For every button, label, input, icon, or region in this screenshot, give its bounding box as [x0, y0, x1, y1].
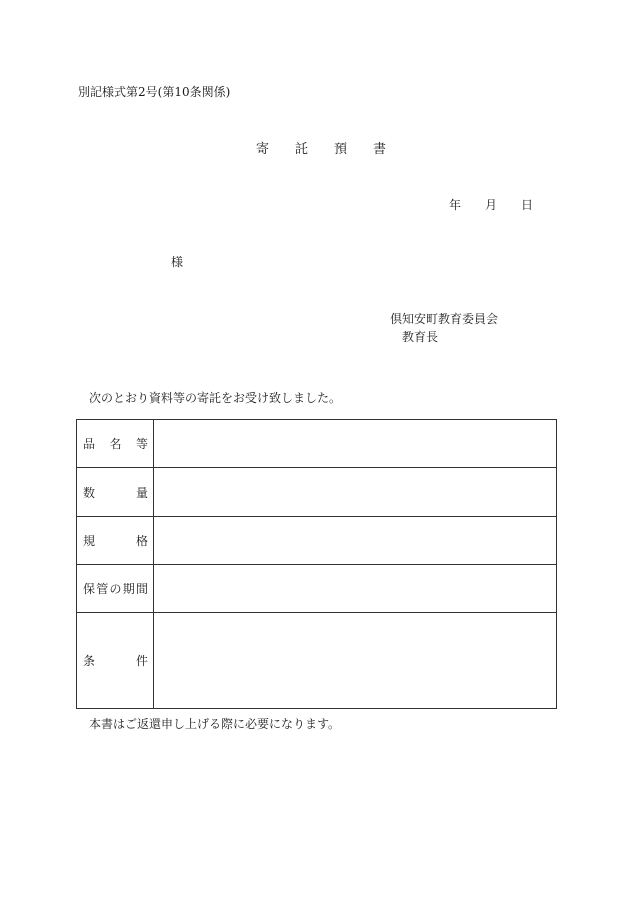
- intro-text: 次のとおり資料等の寄託をお受け致しました。: [89, 391, 342, 405]
- row-label-specification: [77, 517, 154, 565]
- document-title: [256, 143, 386, 156]
- table-row: [77, 420, 557, 468]
- label-char: 条: [83, 654, 96, 668]
- row-value-quantity[interactable]: [154, 468, 557, 517]
- title-char: 預: [334, 142, 348, 157]
- row-label-quantity: [77, 468, 154, 517]
- table-row: [77, 468, 557, 517]
- label-char: の: [109, 582, 122, 596]
- row-value-conditions[interactable]: [154, 613, 557, 709]
- row-value-item-name[interactable]: [154, 420, 557, 468]
- label-char: 規: [83, 534, 96, 548]
- issuer-title: 教育長: [402, 330, 439, 344]
- label-char: 件: [135, 654, 148, 668]
- label-char: 名: [109, 437, 122, 451]
- footer-note: 本書はご返還申し上げる際に必要になります。: [89, 717, 341, 731]
- label-char: 間: [135, 582, 148, 596]
- issuer-organization: 倶知安町教育委員会: [390, 312, 499, 326]
- recipient-suffix: 様: [171, 255, 184, 269]
- label-char: 品: [83, 437, 96, 451]
- row-value-storage-period[interactable]: [154, 565, 557, 613]
- date-month-label: 月: [485, 198, 498, 212]
- label-char: 量: [135, 485, 148, 500]
- label-char: 期: [122, 582, 135, 596]
- form-number: 別記様式第2号(第10条関係): [78, 85, 231, 99]
- date-year-label: 年: [449, 198, 462, 212]
- label-char: 数: [83, 485, 96, 500]
- deposit-items-table: [76, 419, 557, 709]
- label-char: 格: [135, 534, 148, 548]
- title-char: 書: [373, 142, 387, 157]
- label-char: 等: [135, 437, 148, 451]
- table-row: [77, 565, 557, 613]
- label-char: 保: [83, 582, 96, 596]
- row-value-specification[interactable]: [154, 517, 557, 565]
- table-row: [77, 613, 557, 709]
- label-char: 管: [96, 582, 109, 596]
- row-label-conditions: [77, 613, 154, 709]
- title-char: 託: [295, 142, 309, 157]
- row-label-item-name: [77, 420, 154, 468]
- date-line: [449, 199, 533, 211]
- row-label-storage-period: [77, 565, 154, 613]
- title-char: 寄: [256, 142, 270, 157]
- date-day-label: 日: [521, 198, 534, 212]
- table-row: [77, 517, 557, 565]
